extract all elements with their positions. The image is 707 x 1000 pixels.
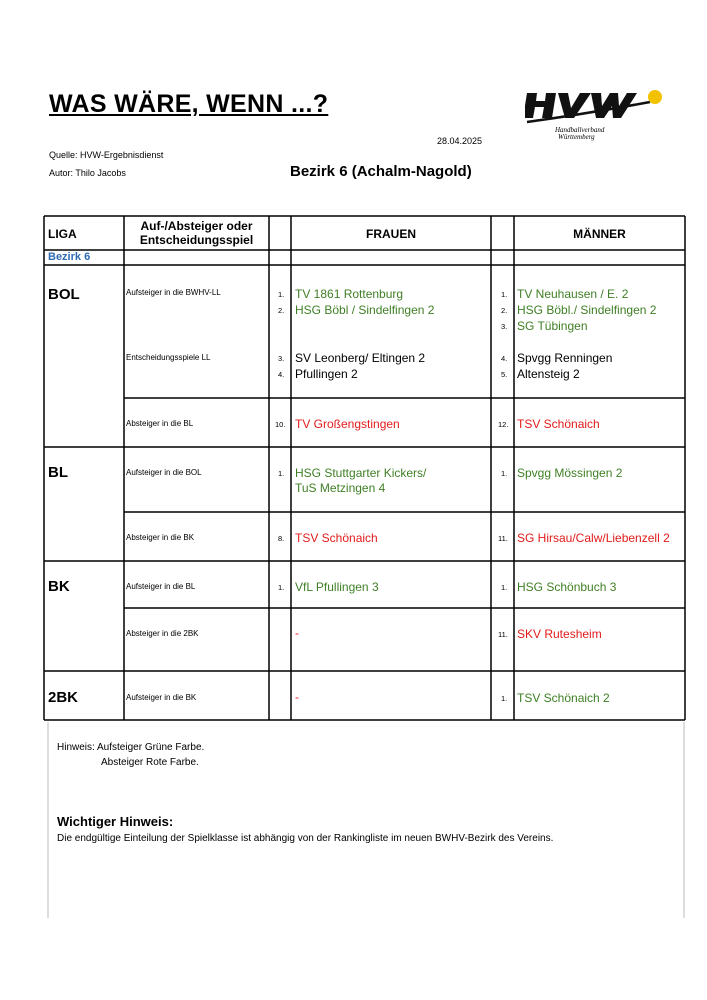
rank: 2. <box>278 306 285 315</box>
rank: 1. <box>501 694 508 703</box>
team-women: VfL Pfullingen 3 <box>295 580 379 594</box>
team-men: SG Hirsau/Calw/Liebenzell 2 <box>517 531 670 545</box>
rank: 10. <box>275 420 286 429</box>
district-title: Bezirk 6 (Achalm-Nagold) <box>290 163 472 180</box>
rank: 1. <box>278 290 285 299</box>
liga-bol: BOL <box>48 286 80 303</box>
liga-2bk: 2BK <box>48 689 79 706</box>
team-women: SV Leonberg/ Eltingen 2 <box>295 351 426 365</box>
col-header-category-line1: Auf-/Absteiger oder <box>140 219 253 233</box>
category-bol-up: Aufsteiger in die BWHV-LL <box>126 288 221 297</box>
rank: 4. <box>278 370 285 379</box>
category-bk-up: Aufsteiger in die BL <box>126 582 196 591</box>
category-bol-decision: Entscheidungsspiele LL <box>126 353 211 362</box>
rank: 3. <box>501 322 508 331</box>
team-women: - <box>295 626 299 640</box>
team-women: TV 1861 Rottenburg <box>295 287 404 301</box>
team-men: TV Neuhausen / E. 2 <box>517 287 629 301</box>
rank: 1. <box>501 469 508 478</box>
team-women: HSG Böbl / Sindelfingen 2 <box>295 303 435 317</box>
team-men: Spvgg Renningen <box>517 351 613 365</box>
team-women: - <box>295 690 299 704</box>
team-women: TSV Schönaich <box>295 531 378 545</box>
rank: 5. <box>501 370 508 379</box>
rank: 1. <box>278 583 285 592</box>
col-header-men: MÄNNER <box>573 227 626 241</box>
hint-relegation: Absteiger Rote Farbe. <box>101 757 199 768</box>
rank: 1. <box>278 469 285 478</box>
important-note-title: Wichtiger Hinweis: <box>57 814 174 829</box>
date: 28.04.2025 <box>437 136 483 146</box>
rank: 12. <box>498 420 509 429</box>
team-men: Altensteig 2 <box>517 367 580 381</box>
logo-text-2: Württemberg <box>558 133 595 141</box>
team-men: TSV Schönaich <box>517 417 600 431</box>
important-note-text: Die endgültige Einteilung der Spielklasse ist abhängig von der Rankingliste im neuen BWHV-Bezirk des Vereins. <box>57 833 554 844</box>
team-women: TV Großengstingen <box>295 417 400 431</box>
col-header-category <box>124 219 269 247</box>
hint-promotion: Hinweis: Aufsteiger Grüne Farbe. <box>57 742 205 753</box>
rank: 4. <box>501 354 508 363</box>
team-men: TSV Schönaich 2 <box>517 691 610 705</box>
category-bl-down: Absteiger in die BK <box>126 533 195 542</box>
team-women: Pfullingen 2 <box>295 367 358 381</box>
rank: 8. <box>278 534 285 543</box>
rank: 11. <box>498 630 508 639</box>
category-bl-up: Aufsteiger in die BOL <box>126 468 202 477</box>
rank: 1. <box>501 290 508 299</box>
liga-bl: BL <box>48 464 68 481</box>
liga-bk: BK <box>48 578 70 595</box>
rank: 3. <box>278 354 285 363</box>
page-title: WAS WÄRE, WENN ...? <box>49 90 329 118</box>
team-men: Spvgg Mössingen 2 <box>517 466 623 480</box>
category-bol-down: Absteiger in die BL <box>126 419 194 428</box>
rank: 11. <box>498 534 508 543</box>
author-label: Autor: Thilo Jacobs <box>49 168 126 178</box>
team-men: HSG Böbl./ Sindelfingen 2 <box>517 303 657 317</box>
logo-text-1: Handballverband <box>555 126 605 134</box>
category-2bk-up: Aufsteiger in die BK <box>126 693 197 702</box>
rank: 1. <box>501 583 508 592</box>
team-men: HSG Schönbuch 3 <box>517 580 617 594</box>
col-header-women: FRAUEN <box>366 227 416 241</box>
team-women: HSG Stuttgarter Kickers/ <box>295 466 427 480</box>
team-men: SKV Rutesheim <box>517 627 602 641</box>
rank: 2. <box>501 306 508 315</box>
team-women: TuS Metzingen 4 <box>295 481 386 495</box>
source-label: Quelle: HVW-Ergebnisdienst <box>49 150 164 160</box>
col-header-liga: LIGA <box>48 227 77 241</box>
col-header-category-line2: Entscheidungsspiel <box>139 233 254 247</box>
team-men: SG Tübingen <box>517 319 588 333</box>
bezirk-label: Bezirk 6 <box>48 251 91 263</box>
category-bk-down: Absteiger in die 2BK <box>126 629 199 638</box>
